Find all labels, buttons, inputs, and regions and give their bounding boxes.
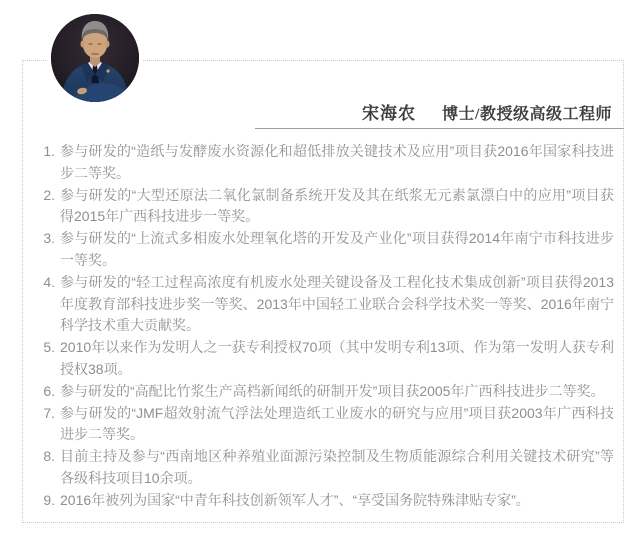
list-item-number: 2. [43, 186, 55, 203]
list-item-number: 5. [43, 339, 55, 356]
list-item [40, 141, 614, 185]
list-item-number: 9. [43, 491, 55, 508]
list-item-text: 参与研发的“高配比竹浆生产高档新闻纸的研制开发”项目获2005年广西科技进步二等奖。 [60, 382, 605, 399]
list-item [40, 446, 614, 490]
list-item-text: 目前主持及参与“西南地区种养殖业面源污染控制及生物质能源综合利用关键技术研究”等各级科技项目10余项。 [60, 448, 614, 486]
list-item [40, 337, 614, 381]
list-item-number: 7. [43, 404, 55, 421]
person-title: 博士/教授级高级工程师 [442, 106, 612, 123]
list-item-text: 参与研发的“JMF超效射流气浮法处理造纸工业废水的研究与应用”项目获2003年广西科技进步二等奖。 [60, 404, 614, 443]
person-name: 宋海农 [362, 104, 417, 123]
list-item-text: 参与研发的“大型还原法二氧化氯制备系统开发及其在纸浆无元素氯漂白中的应用”项目获得2015年广西科技进步一等奖。 [60, 186, 614, 225]
list-item [40, 490, 614, 512]
list-item [40, 403, 614, 447]
list-item-text: 2010年以来作为发明人之一获专利授权70项（其中发明专利13项、作为第一发明人获专利授权38项。 [60, 339, 614, 377]
list-item-text: 参与研发的“上流式多相废水处理氧化塔的开发及产业化”项目获得2014年南宁市科技进步一等奖。 [60, 230, 614, 268]
list-item-number: 8. [43, 448, 55, 465]
list-item-number: 6. [43, 382, 55, 399]
list-item-number: 4. [43, 273, 55, 290]
list-item [40, 185, 614, 229]
header-divider [255, 128, 624, 129]
list-item [40, 228, 614, 272]
list-item-text: 参与研发的“轻工过程高浓度有机废水处理关键设备及工程化技术集成创新”项目获得2013年度教育部科技进步奖一等奖、2013年中国轻工业联合会科学技术奖一等奖、2016年南宁科学技术重大贡献奖。 [60, 273, 614, 334]
list-item-number: 1. [43, 143, 55, 159]
profile-header [362, 99, 612, 121]
achievement-list [40, 141, 614, 512]
list-item-number: 3. [43, 230, 55, 247]
list-item [40, 272, 614, 337]
list-item-text: 2016年被列为国家“中青年科技创新领军人才”、“享受国务院特殊津贴专家”。 [60, 491, 530, 508]
list-item-text: 参与研发的“造纸与发酵废水资源化和超低排放关键技术及应用”项目获2016年国家科技进步二等奖。 [60, 143, 614, 181]
profile-photo [47, 10, 143, 106]
list-item [40, 381, 614, 403]
portrait-illustration [51, 14, 139, 102]
